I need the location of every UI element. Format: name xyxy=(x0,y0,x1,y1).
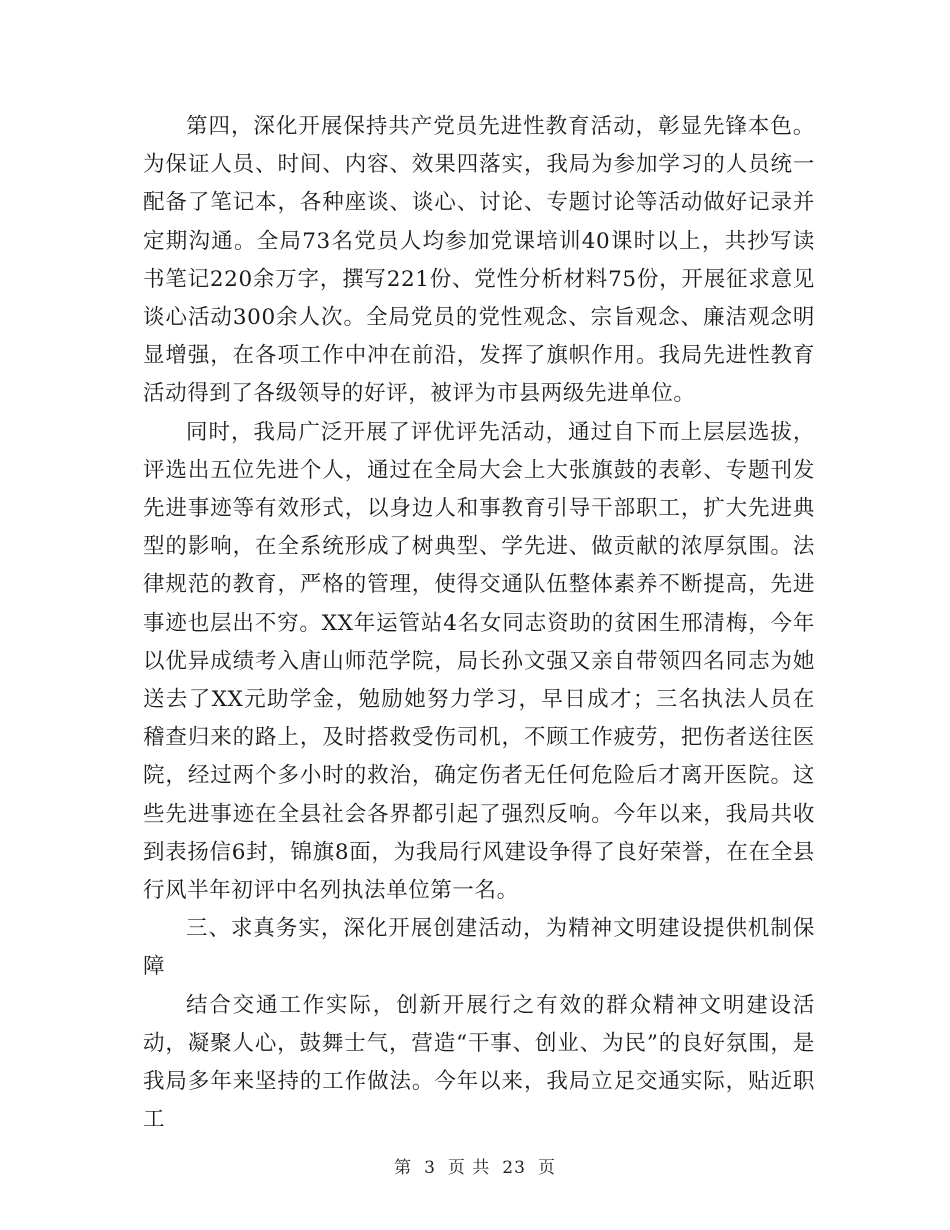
footer-prefix: 第 xyxy=(394,1158,413,1178)
footer-current-page: 3 xyxy=(424,1158,436,1178)
section-heading-three: 三、求真务实，深化开展创建活动，为精神文明建设提供机制保障 xyxy=(143,916,815,980)
footer-middle: 页 共 xyxy=(447,1158,491,1178)
document-body xyxy=(143,108,815,1139)
footer-total-pages: 23 xyxy=(502,1158,526,1178)
page-footer xyxy=(0,1153,950,1178)
paragraph-civilization-activities: 结合交通工作实际，创新开展行之有效的群众精神文明建设活动，凝聚人心，鼓舞士气，营造“干事、创业、为民”的良好氛围，是我局多年来坚持的工作做法。今年以来，我局立足交通实际，贴近职工 xyxy=(143,992,815,1133)
paragraph-awards-and-deeds: 同时，我局广泛开展了评优评先活动，通过自下而上层层选拔，评选出五位先进个人，通过在全局大会上大张旗鼓的表彰、专题刊发先进事迹等有效形式，以身边人和事教育引导干部职工，扩大先进典型的影响，在全系统形成了树典型、学先进、做贡献的浓厚氛围。法律规范的教育，严格的管理，使得交通队伍整体素养不断提高，先进事迹也层出不穷。XX年运管站4名女同志资助的贫困生邢清梅，今年以优异成绩考入唐山师范学院，局长孙文强又亲自带领四名同志为她送去了XX元助学金，勉励她努力学习，早日成才；三名执法人员在稽查归来的路上，及时搭救受伤司机，不顾工作疲劳，把伤者送往医院，经过两个多小时的救治，确定伤者无任何危险后才离开医院。这些先进事迹在全县社会各界都引起了强烈反响。今年以来，我局共收到表扬信6封，锦旗8面，为我局行风建设争得了良好荣誉，在在全县行风半年初评中名列执法单位第一名。 xyxy=(143,419,815,904)
footer-suffix: 页 xyxy=(537,1158,556,1178)
paragraph-vanguard-education: 第四，深化开展保持共产党员先进性教育活动，彰显先锋本色。为保证人员、时间、内容、效果四落实，我局为参加学习的人员统一配备了笔记本，各种座谈、谈心、讨论、专题讨论等活动做好记录并定期沟通。全局73名党员人均参加党课培训40课时以上，共抄写读书笔记220余万字，撰写221份、党性分析材料75份，开展征求意见谈心活动300余人次。全局党员的党性观念、宗旨观念、廉洁观念明显增强，在各项工作中冲在前沿，发挥了旗帜作用。我局先进性教育活动得到了各级领导的好评，被评为市县两级先进单位。 xyxy=(143,114,815,407)
